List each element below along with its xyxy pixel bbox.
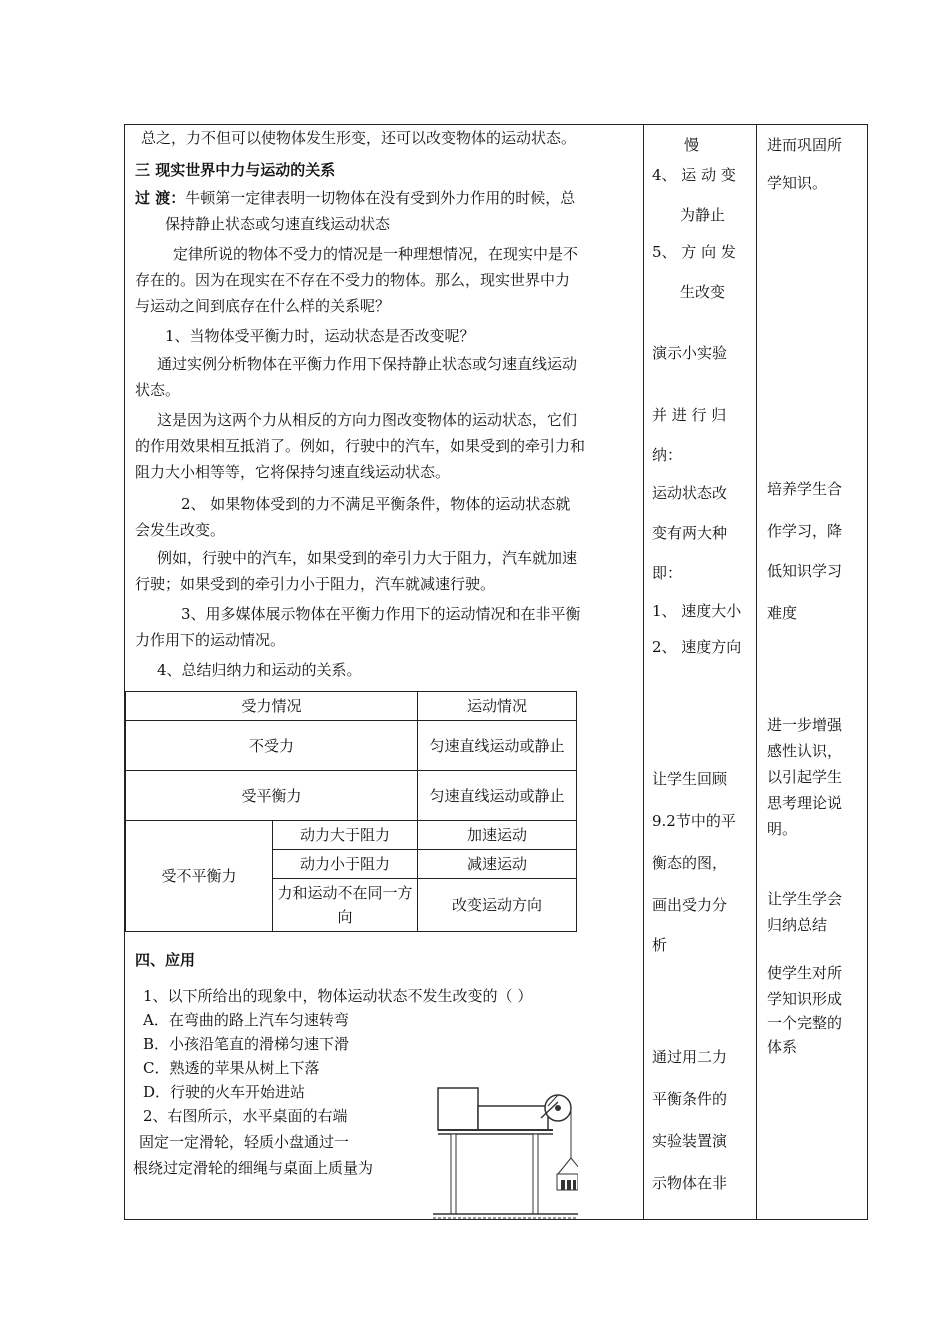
text-line: 培养学生合	[767, 480, 843, 498]
lesson-table	[124, 124, 868, 1220]
text-line: 与运动之间到底存在什么样的关系呢？	[135, 297, 391, 315]
text-line: 感性认识，	[767, 742, 843, 760]
text-line: 明。	[767, 820, 798, 838]
text-line: 过 渡：牛顿第一定律表明一切物体在没有受到外力作用的时候，总	[135, 189, 576, 207]
text-line: 9.2节中的平	[652, 812, 736, 830]
text-line: 使学生对所	[767, 964, 843, 982]
text-line: 存在的。因为在现实在不存在不受力的物体。那么，现实世界中力	[135, 271, 571, 289]
pulley-apparatus-figure	[433, 1080, 578, 1220]
table-cell: 减速运动	[418, 850, 577, 879]
text-line: 作学习，降	[767, 522, 843, 540]
text-line: 实验装置演	[652, 1132, 728, 1150]
table-cell: 动力小于阻力	[273, 850, 418, 879]
text-line: 析	[652, 936, 668, 954]
text-line: 低知识学习	[767, 562, 843, 580]
text-line: 画出受力分	[652, 896, 728, 914]
text-line: 学知识形成	[767, 990, 843, 1008]
main-column	[125, 125, 643, 1219]
section-heading: 三 现实世界中力与运动的关系	[135, 161, 336, 179]
text-line: 总之，力不但可以使物体发生形变，还可以改变物体的运动状态。	[141, 129, 577, 147]
text-line: 4、 运 动 变	[652, 166, 736, 184]
table-cell: 力和运动不在同一方向	[273, 879, 418, 932]
text-line: 学知识。	[767, 174, 828, 192]
question-line: 2、右图所示，水平桌面的右端	[143, 1107, 348, 1125]
text-line: 保持静止状态或匀速直线运动状态	[165, 215, 391, 233]
question-line: 1、以下所给出的现象中，物体运动状态不发生改变的（ ）	[143, 987, 533, 1005]
text-line: 阻力大小相等等，它将保持匀速直线运动状态。	[135, 463, 451, 481]
text-line: 让学生回顾	[652, 770, 728, 788]
text-line: 行驶；如果受到的牵引力小于阻力，汽车就减速行驶。	[135, 575, 496, 593]
table-cell: 不受力	[126, 721, 418, 771]
text-line: 思考理论说	[767, 794, 843, 812]
text-line: 归纳总结	[767, 916, 828, 934]
option-line: D．行驶的火车开始进站	[143, 1083, 306, 1101]
question-line: 根绕过定滑轮的细绳与桌面上质量为	[133, 1159, 374, 1177]
text-line: 2、 速度方向	[652, 638, 742, 656]
text-line: 变有两大种	[652, 524, 728, 542]
table-cell: 匀速直线运动或静止	[418, 771, 577, 821]
force-motion-table	[125, 691, 577, 932]
text-line: 状态。	[135, 381, 181, 399]
text-line: 1、当物体受平衡力时，运动状态是否改变呢？	[165, 327, 475, 345]
text-line: 并 进 行 归	[652, 406, 727, 424]
method-column	[644, 125, 756, 1219]
section-heading: 四、应用	[135, 951, 196, 969]
intent-column	[757, 125, 867, 1219]
text-line: 衡态的图，	[652, 854, 728, 872]
text-line: 示物体在非	[652, 1174, 728, 1192]
text-line: 难度	[767, 604, 798, 622]
text-line: 会发生改变。	[135, 521, 226, 539]
text-line: 通过实例分析物体在平衡力作用下保持静止状态或匀速直线运动	[157, 355, 578, 373]
question-line: 固定一定滑轮，轻质小盘通过一	[139, 1133, 350, 1151]
option-line: A．在弯曲的路上汽车匀速转弯	[143, 1011, 349, 1029]
text-line: 即：	[652, 564, 683, 582]
table-cell: 受平衡力	[126, 771, 418, 821]
text-line: 1、 速度大小	[652, 602, 742, 620]
table-cell: 改变运动方向	[418, 879, 577, 932]
text-line: 为静止	[680, 206, 726, 224]
text-line: 体系	[767, 1038, 798, 1056]
text-line: 进而巩固所	[767, 136, 843, 154]
text-line: 定律所说的物体不受力的情况是一种理想情况，在现实中是不	[173, 245, 579, 263]
option-line: B．小孩沿笔直的滑梯匀速下滑	[143, 1035, 350, 1053]
table-cell: 加速运动	[418, 821, 577, 850]
text-line: 5、 方 向 发	[652, 243, 736, 261]
table-cell: 动力大于阻力	[273, 821, 418, 850]
text-line: 生改变	[680, 283, 726, 301]
text-line: 一个完整的	[767, 1014, 843, 1032]
text-line: 这是因为这两个力从相反的方向力图改变物体的运动状态，它们	[157, 411, 578, 429]
option-line: C．熟透的苹果从树上下落	[143, 1059, 320, 1077]
text-line: 3、用多媒体展示物体在平衡力作用下的运动情况和在非平衡	[181, 605, 581, 623]
text-line: 例如，行驶中的汽车，如果受到的牵引力大于阻力，汽车就加速	[157, 549, 578, 567]
text-line: 以引起学生	[767, 768, 843, 786]
text-line: 力作用下的运动情况。	[135, 631, 286, 649]
text-line: 2、 如果物体受到的力不满足平衡条件，物体的运动状态就	[181, 495, 571, 513]
text-line: 运动状态改	[652, 484, 728, 502]
table-cell: 匀速直线运动或静止	[418, 721, 577, 771]
text-line: 进一步增强	[767, 716, 843, 734]
text-line: 平衡条件的	[652, 1090, 728, 1108]
table-header: 受力情况	[126, 692, 418, 721]
table-header: 运动情况	[418, 692, 577, 721]
text-line: 让学生学会	[767, 890, 843, 908]
text-line: 的作用效果相互抵消了。例如，行驶中的汽车，如果受到的牵引力和	[135, 437, 586, 455]
table-cell: 受不平衡力	[126, 821, 273, 932]
text-line: 4、总结归纳力和运动的关系。	[157, 661, 362, 679]
text-line: 纳：	[652, 446, 683, 464]
text-line: 通过用二力	[652, 1048, 728, 1066]
text-line: 演示小实验	[652, 344, 728, 362]
text-span: 牛顿第一定律表明一切物体在没有受到外力作用的时候，总	[185, 189, 576, 207]
text-line: 慢	[684, 136, 700, 154]
